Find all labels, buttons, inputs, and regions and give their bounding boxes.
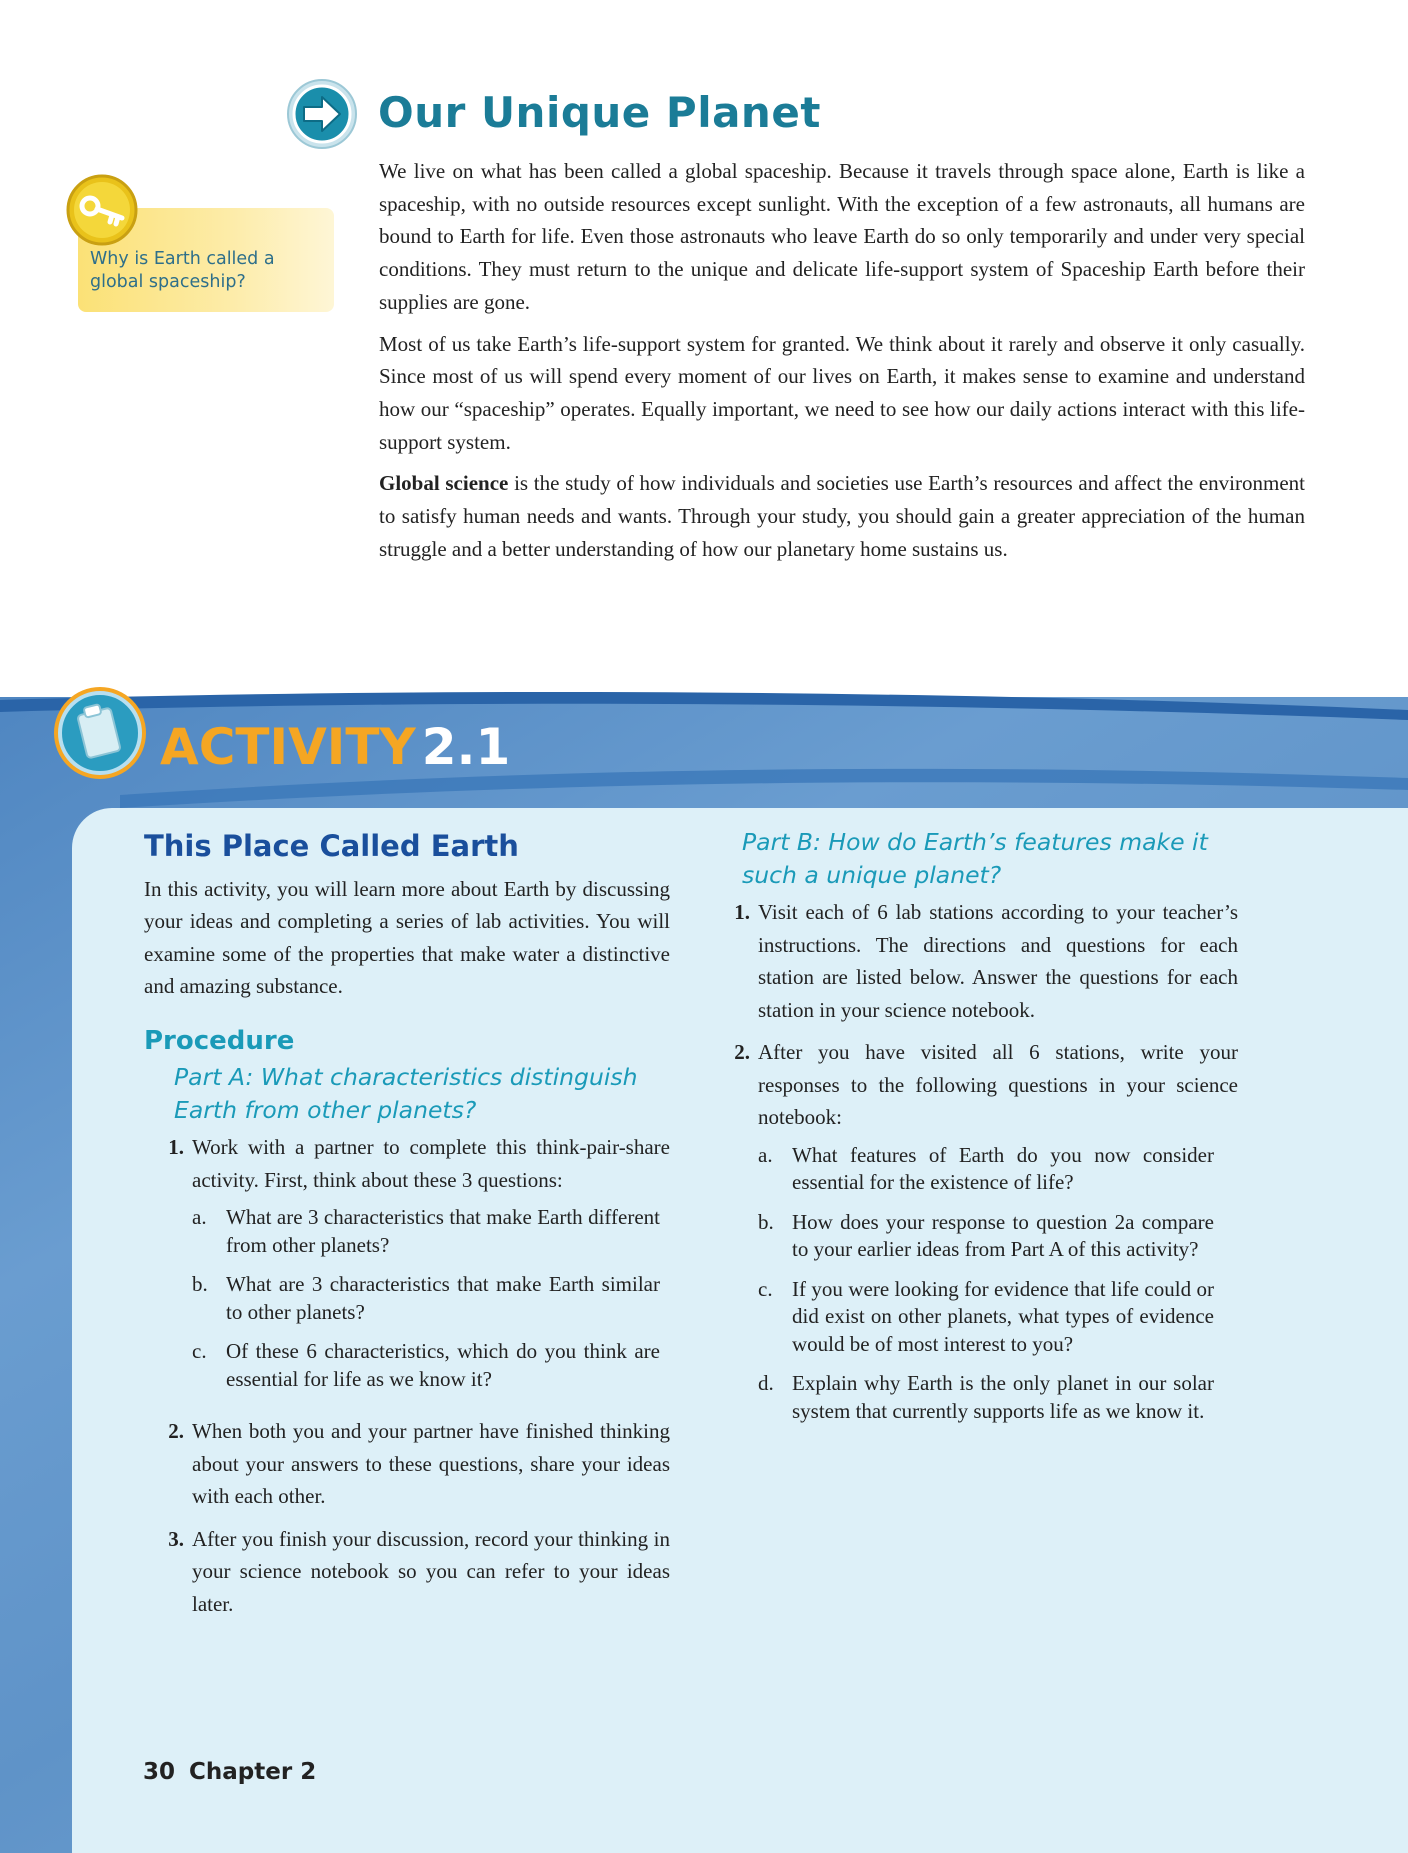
- sub-item: [192, 1204, 670, 1259]
- item-text: After you finish your discussion, record your thinking in your science notebook so you can refer to your ideas later.: [192, 1526, 670, 1616]
- list-item: [722, 896, 1238, 1026]
- item-number: 2.: [734, 1040, 750, 1064]
- activity-label: ACTIVITY: [160, 718, 416, 776]
- key-term: Global science: [379, 471, 509, 496]
- chapter-label: Chapter 2: [189, 1759, 317, 1785]
- page-footer: [143, 1759, 316, 1785]
- part-a-heading: Part A: What characteristics distinguish Earth from other planets?: [174, 1063, 638, 1124]
- sub-text: If you were looking for evidence that life could or did exist on other planets, what types of evidence would be of most interest to you?: [792, 1276, 1214, 1356]
- list-item: [156, 1523, 670, 1621]
- paragraph: [379, 467, 1305, 565]
- sub-text: Explain why Earth is the only planet in our solar system that currently supports life as we know it.: [792, 1371, 1214, 1423]
- activity-name: This Place Called Earth: [144, 829, 519, 863]
- paragraph-text: is the study of how individuals and societies use Earth’s resources and affect the environment to satisfy human needs and wants. Through your study, you should gain a greater appreciation of the human struggle and a better understanding of how our planetary home sustains us.: [379, 471, 1305, 561]
- paragraph: Most of us take Earth’s life-support system for granted. We think about it rarely and observe it only casually. Since most of us will spend every moment of our lives on Earth, it makes sense to examine and understand how our “spaceship” operates. Equally important, we need to see how our daily actions interact with this life-support system.: [379, 331, 1305, 454]
- sub-letter: b.: [192, 1272, 208, 1296]
- item-text: When both you and your partner have finished thinking about your answers to these questions, share your ideas with each other.: [192, 1419, 670, 1508]
- sub-item: [758, 1209, 1238, 1264]
- sub-item: [758, 1370, 1238, 1425]
- item-text: Visit each of 6 lab stations according to your teacher’s instructions. The directions and questions for each station are listed below. Answer the questions for each station in your science notebook.: [758, 900, 1238, 1022]
- sub-text: How does your response to question 2a compare to your earlier ideas from Part A of this activity?: [792, 1209, 1214, 1261]
- item-number: 3.: [168, 1526, 184, 1551]
- sub-letter: c.: [758, 1276, 773, 1301]
- item-text: Work with a partner to complete this think-pair-share activity. First, think about these 3 questions:: [192, 1135, 670, 1192]
- part-b-heading: Part B: How do Earth’s features make it such a unique planet?: [742, 828, 1208, 889]
- sub-item: [758, 1142, 1238, 1197]
- list-item: [156, 1415, 670, 1513]
- activity-title: [160, 718, 510, 776]
- list-item: [156, 1131, 670, 1405]
- key-concept-question: Why is Earth called a global spaceship?: [90, 249, 275, 292]
- sub-text: Of these 6 characteristics, which do you think are essential for life as we know it?: [226, 1339, 660, 1391]
- sub-text: What are 3 characteristics that make Earth different from other planets?: [226, 1205, 660, 1257]
- item-text: After you have visited all 6 stations, write your responses to the following questions in your science notebook:: [758, 1040, 1238, 1129]
- arrow-right-icon: [286, 78, 358, 150]
- sub-text: What are 3 characteristics that make Earth similar to other planets?: [226, 1272, 660, 1324]
- sub-text: What features of Earth do you now consider essential for the existence of life?: [792, 1142, 1214, 1194]
- section-title: Our Unique Planet: [378, 88, 821, 137]
- item-number: 1.: [734, 900, 750, 924]
- section-body: [379, 155, 1305, 574]
- sub-list: [758, 1142, 1238, 1426]
- item-number: 1.: [168, 1135, 184, 1159]
- activity-intro: In this activity, you will learn more about Earth by discussing your ideas and completing a series of lab activities. You will examine some of the properties that make water a distinctive and amazing substance.: [144, 876, 670, 998]
- sub-item: [192, 1338, 670, 1393]
- sub-letter: a.: [758, 1142, 773, 1167]
- sub-item: [192, 1271, 670, 1326]
- activity-number: 2.1: [421, 718, 511, 776]
- sub-letter: c.: [192, 1339, 207, 1363]
- activity-left-column: [144, 830, 670, 1630]
- sub-list: [192, 1204, 670, 1393]
- procedure-heading: Procedure: [144, 1025, 295, 1056]
- key-icon: [64, 172, 140, 248]
- sub-letter: a.: [192, 1205, 207, 1229]
- clipboard-icon: [50, 683, 150, 783]
- sub-letter: d.: [758, 1371, 774, 1395]
- sub-item: [758, 1276, 1238, 1359]
- page-number: 30: [143, 1759, 176, 1785]
- paragraph: We live on what has been called a global spaceship. Because it travels through space alone, Earth is like a spaceship, with no outside resources except sunlight. With the exception of a few astronauts, all humans are bound to Earth for life. Even those astronauts who leave Earth do so only temporarily and under very special conditions. They must return to the unique and delicate life-support system of Spaceship Earth before their supplies are gone.: [379, 159, 1305, 314]
- list-item: [722, 1036, 1238, 1437]
- activity-right-column: [722, 830, 1238, 1447]
- sub-letter: b.: [758, 1209, 774, 1234]
- item-number: 2.: [168, 1419, 184, 1443]
